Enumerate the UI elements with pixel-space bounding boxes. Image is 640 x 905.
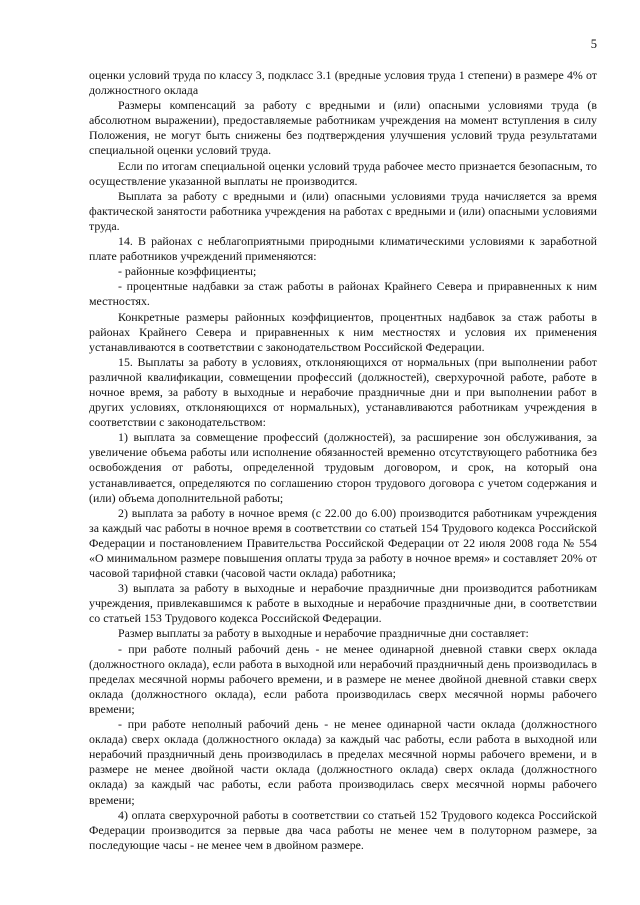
list-item: - при работе неполный рабочий день - не менее одинарной части оклада (должностного оклада) сверх оклада (должностного оклада) за каждый час работы, если работа в выходной или нерабочий праздничный день производилась в пределах месячной нормы рабочего времени, и в размере не менее двойной части оклада (должностного оклада) сверх оклада (должностного оклада) за каждый час работы, если работа производилась сверх месячной нормы рабочего времени; — [89, 717, 597, 807]
list-item-1: 1) выплата за совмещение профессий (должностей), за расширение зон обслуживания, за увеличение объема работы или исполнение обязанностей временно отсутствующего работника без освобождения от работы, определенной трудовым договором, и срок, на который она устанавливается, определяются по соглашению сторон трудового договора с учетом содержания и (или) объема дополнительной работы; — [89, 430, 597, 505]
list-item-2: 2) выплата за работу в ночное время (с 22.00 до 6.00) производится работникам учреждения за каждый час работы в ночное время в соответствии со статьей 154 Трудового кодекса Российской Федерации и постановлением Правительства Российской Федерации от 22 июля 2008 года № 554 «О минимальном размере повышения оплаты труда за работу в ночное время» и составляет 20% от часовой тарифной ставки (часовой части оклада) работника; — [89, 505, 597, 581]
paragraph-section-15: 15. Выплаты за работу в условиях, отклоняющихся от нормальных (при выполнении работ различной квалификации, совмещении профессий (должностей), сверхурочной работе, работе в ночное время, за работу в выходные и нерабочие праздничные дни и при выполнении работ в других условиях, отклоняющихся от нормальных), устанавливаются работникам учреждения в соответствии с законодательством: — [89, 354, 597, 430]
document-body — [89, 68, 597, 853]
paragraph-section-14: 14. В районах с неблагоприятными природными климатическими условиями к заработной плате работников учреждений применяются: — [89, 234, 597, 264]
list-item: - районные коэффициенты; — [118, 264, 257, 279]
paragraph: Размеры компенсаций за работу с вредными и (или) опасными условиями труда (в абсолютном выражении), предоставляемые работникам учреждения на момент вступления в силу Положения, не могут быть снижены без подтверждения улучшения условий труда результатами специальной оценки условий труда. — [89, 98, 597, 158]
list-item-3: 3) выплата за работу в выходные и нерабочие праздничные дни производится работникам учреждения, привлекавшимся к работе в выходные и нерабочие праздничные дни, в соответствии со статьей 153 Трудового кодекса Российской Федерации. — [89, 581, 597, 626]
paragraph: Конкретные размеры районных коэффициентов, процентных надбавок за стаж работы в районах Крайнего Севера и приравненных к ним местностях и условия их применения устанавливаются в соответствии с законодательством Российской Федерации. — [89, 309, 597, 354]
paragraph: Размер выплаты за работу в выходные и нерабочие праздничные дни составляет: — [118, 626, 529, 641]
page-number: 5 — [590, 37, 597, 51]
paragraph-continuation: оценки условий труда по классу 3, подкласс 3.1 (вредные условия труда 1 степени) в размере 4% от должностного оклада — [89, 68, 597, 98]
list-item-4: 4) оплата сверхурочной работы в соответствии со статьей 152 Трудового кодекса Российской Федерации производится за первые два часа работы не менее чем в полуторном размере, за последующие часы - не менее чем в двойном размере. — [89, 807, 597, 852]
list-item: - при работе полный рабочий день - не менее одинарной дневной ставки сверх оклада (должностного оклада), если работа в выходной или нерабочий праздничный день производилась в пределах месячной нормы рабочего времени, и в размере не менее двойной дневной ставки сверх оклада (должностного оклада), если работа производилась сверх месячной нормы рабочего времени; — [89, 641, 597, 716]
list-item: - процентные надбавки за стаж работы в районах Крайнего Севера и приравненных к ним местностях. — [89, 279, 597, 309]
paragraph: Выплата за работу с вредными и (или) опасными условиями труда начисляется за время фактической занятости работника учреждения на работах с вредными и (или) опасными условиями труда. — [89, 188, 597, 233]
paragraph: Если по итогам специальной оценки условий труда рабочее место признается безопасным, то осуществление указанной выплаты не производится. — [89, 158, 597, 188]
